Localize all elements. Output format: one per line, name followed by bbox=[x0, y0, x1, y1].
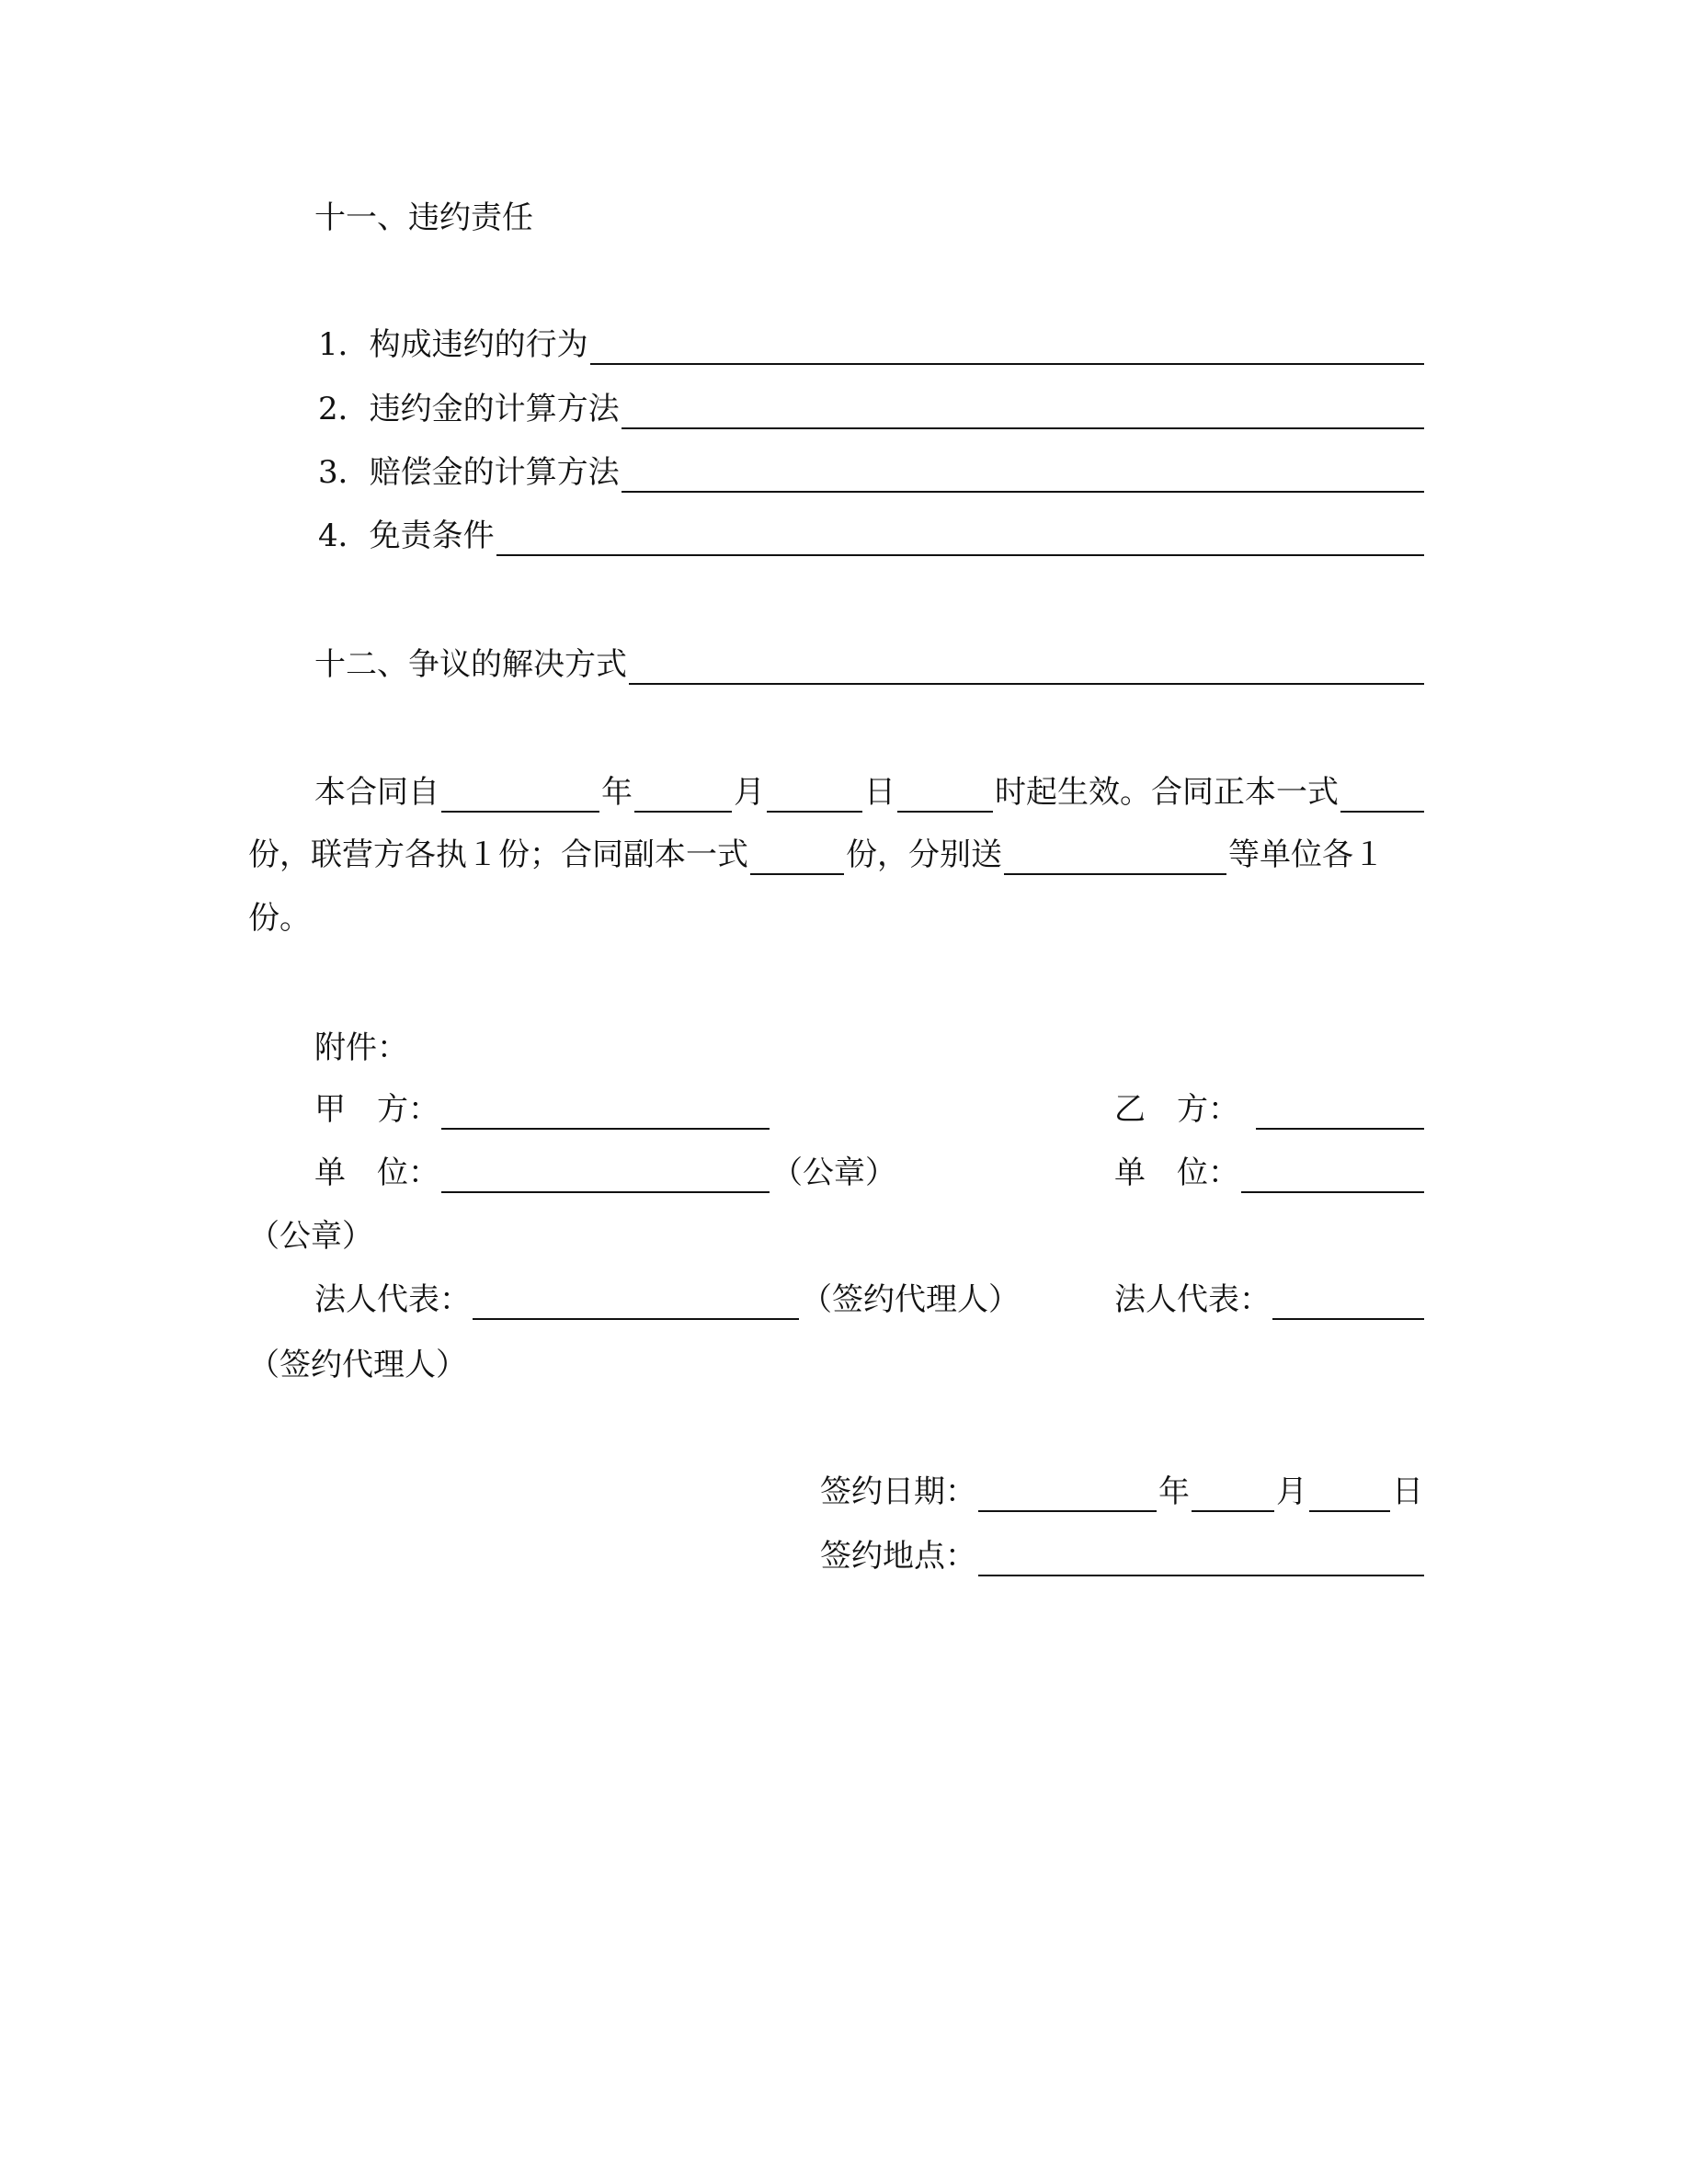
text: 日 bbox=[1392, 1473, 1423, 1510]
text: 年 bbox=[601, 774, 633, 811]
party-b-blank[interactable] bbox=[1256, 1095, 1424, 1130]
party-a-blank[interactable] bbox=[441, 1095, 770, 1130]
heading: 十一、违约责任 bbox=[314, 199, 533, 236]
text: 月 bbox=[734, 774, 765, 811]
clause-1-blank[interactable] bbox=[590, 330, 1424, 365]
party-b-unit-blank[interactable] bbox=[1241, 1158, 1424, 1193]
text: 月 bbox=[1276, 1473, 1307, 1510]
unit-label: 单 位： bbox=[314, 1155, 439, 1191]
original-copies-blank[interactable] bbox=[1340, 778, 1424, 813]
clause-label: 违约金的计算方法 bbox=[369, 391, 620, 427]
clause-4 bbox=[318, 516, 1426, 556]
duplicate-copies-blank[interactable] bbox=[750, 840, 844, 875]
party-a-rep-blank[interactable] bbox=[473, 1285, 799, 1320]
signing-place-row bbox=[820, 1536, 1426, 1576]
clause-number: 1． bbox=[318, 326, 370, 363]
heading: 十二、争议的解决方式 bbox=[314, 646, 627, 683]
effect-line-2 bbox=[248, 835, 1426, 875]
effect-day-blank[interactable] bbox=[767, 778, 862, 813]
signing-date-row bbox=[820, 1472, 1426, 1512]
effect-year-blank[interactable] bbox=[441, 778, 599, 813]
clause-1 bbox=[318, 324, 1426, 365]
text: 份，联营方各执１份；合同副本一式 bbox=[248, 836, 748, 873]
text: 等单位各１ bbox=[1228, 836, 1385, 873]
unit-label: 单 位： bbox=[1114, 1155, 1239, 1191]
text: 日 bbox=[864, 774, 895, 811]
text: 份。 bbox=[248, 900, 311, 937]
party-b-rep-row bbox=[1114, 1280, 1426, 1320]
party-a-unit-row bbox=[314, 1153, 896, 1193]
agent-label: （签约代理人） bbox=[248, 1347, 467, 1383]
section-12 bbox=[314, 644, 1426, 685]
effect-month-blank[interactable] bbox=[634, 778, 732, 813]
text: 本合同自 bbox=[314, 774, 439, 811]
clause-2-blank[interactable] bbox=[622, 394, 1424, 429]
party-b-unit-row bbox=[1114, 1153, 1426, 1193]
party-b-row bbox=[1114, 1089, 1426, 1130]
party-b-agent bbox=[248, 1345, 467, 1385]
party-b-rep-blank[interactable] bbox=[1272, 1285, 1424, 1320]
clause-number: 4． bbox=[318, 518, 370, 554]
clause-2 bbox=[318, 389, 1426, 429]
clause-label: 赔偿金的计算方法 bbox=[369, 454, 620, 491]
date-label: 签约日期： bbox=[820, 1473, 976, 1510]
rep-label: 法人代表： bbox=[1114, 1281, 1271, 1318]
party-a-rep-row bbox=[314, 1280, 1020, 1320]
clause-3 bbox=[318, 452, 1426, 493]
effect-line-1 bbox=[314, 772, 1426, 813]
party-a-unit-blank[interactable] bbox=[441, 1158, 770, 1193]
rep-label: 法人代表： bbox=[314, 1281, 471, 1318]
effect-hour-blank[interactable] bbox=[897, 778, 993, 813]
effect-line-3 bbox=[248, 898, 311, 938]
section-11-title bbox=[314, 198, 533, 238]
dispute-blank[interactable] bbox=[629, 650, 1424, 685]
text: 年 bbox=[1158, 1473, 1190, 1510]
seal-label: （公章） bbox=[771, 1155, 896, 1191]
sign-day-blank[interactable] bbox=[1309, 1477, 1390, 1512]
sign-month-blank[interactable] bbox=[1192, 1477, 1274, 1512]
attachment-label bbox=[314, 1028, 408, 1068]
clause-number: 2． bbox=[318, 391, 370, 427]
place-label: 签约地点： bbox=[820, 1538, 976, 1575]
clause-label: 免责条件 bbox=[369, 518, 495, 554]
recipients-blank[interactable] bbox=[1004, 840, 1226, 875]
seal-label: （公章） bbox=[248, 1218, 373, 1255]
party-b-label: 乙 方： bbox=[1114, 1091, 1239, 1128]
clause-3-blank[interactable] bbox=[622, 458, 1424, 493]
clause-4-blank[interactable] bbox=[496, 521, 1424, 556]
clause-number: 3． bbox=[318, 454, 370, 491]
party-a-label: 甲 方： bbox=[314, 1091, 439, 1128]
text: 时起生效。合同正本一式 bbox=[995, 774, 1339, 811]
text: 附件： bbox=[314, 1029, 408, 1066]
agent-label: （签约代理人） bbox=[801, 1281, 1020, 1318]
party-b-seal bbox=[248, 1216, 373, 1257]
clause-label: 构成违约的行为 bbox=[369, 326, 588, 363]
text: 份，分别送 bbox=[846, 836, 1002, 873]
sign-year-blank[interactable] bbox=[978, 1477, 1157, 1512]
sign-place-blank[interactable] bbox=[978, 1541, 1424, 1576]
party-a-row bbox=[314, 1089, 771, 1130]
